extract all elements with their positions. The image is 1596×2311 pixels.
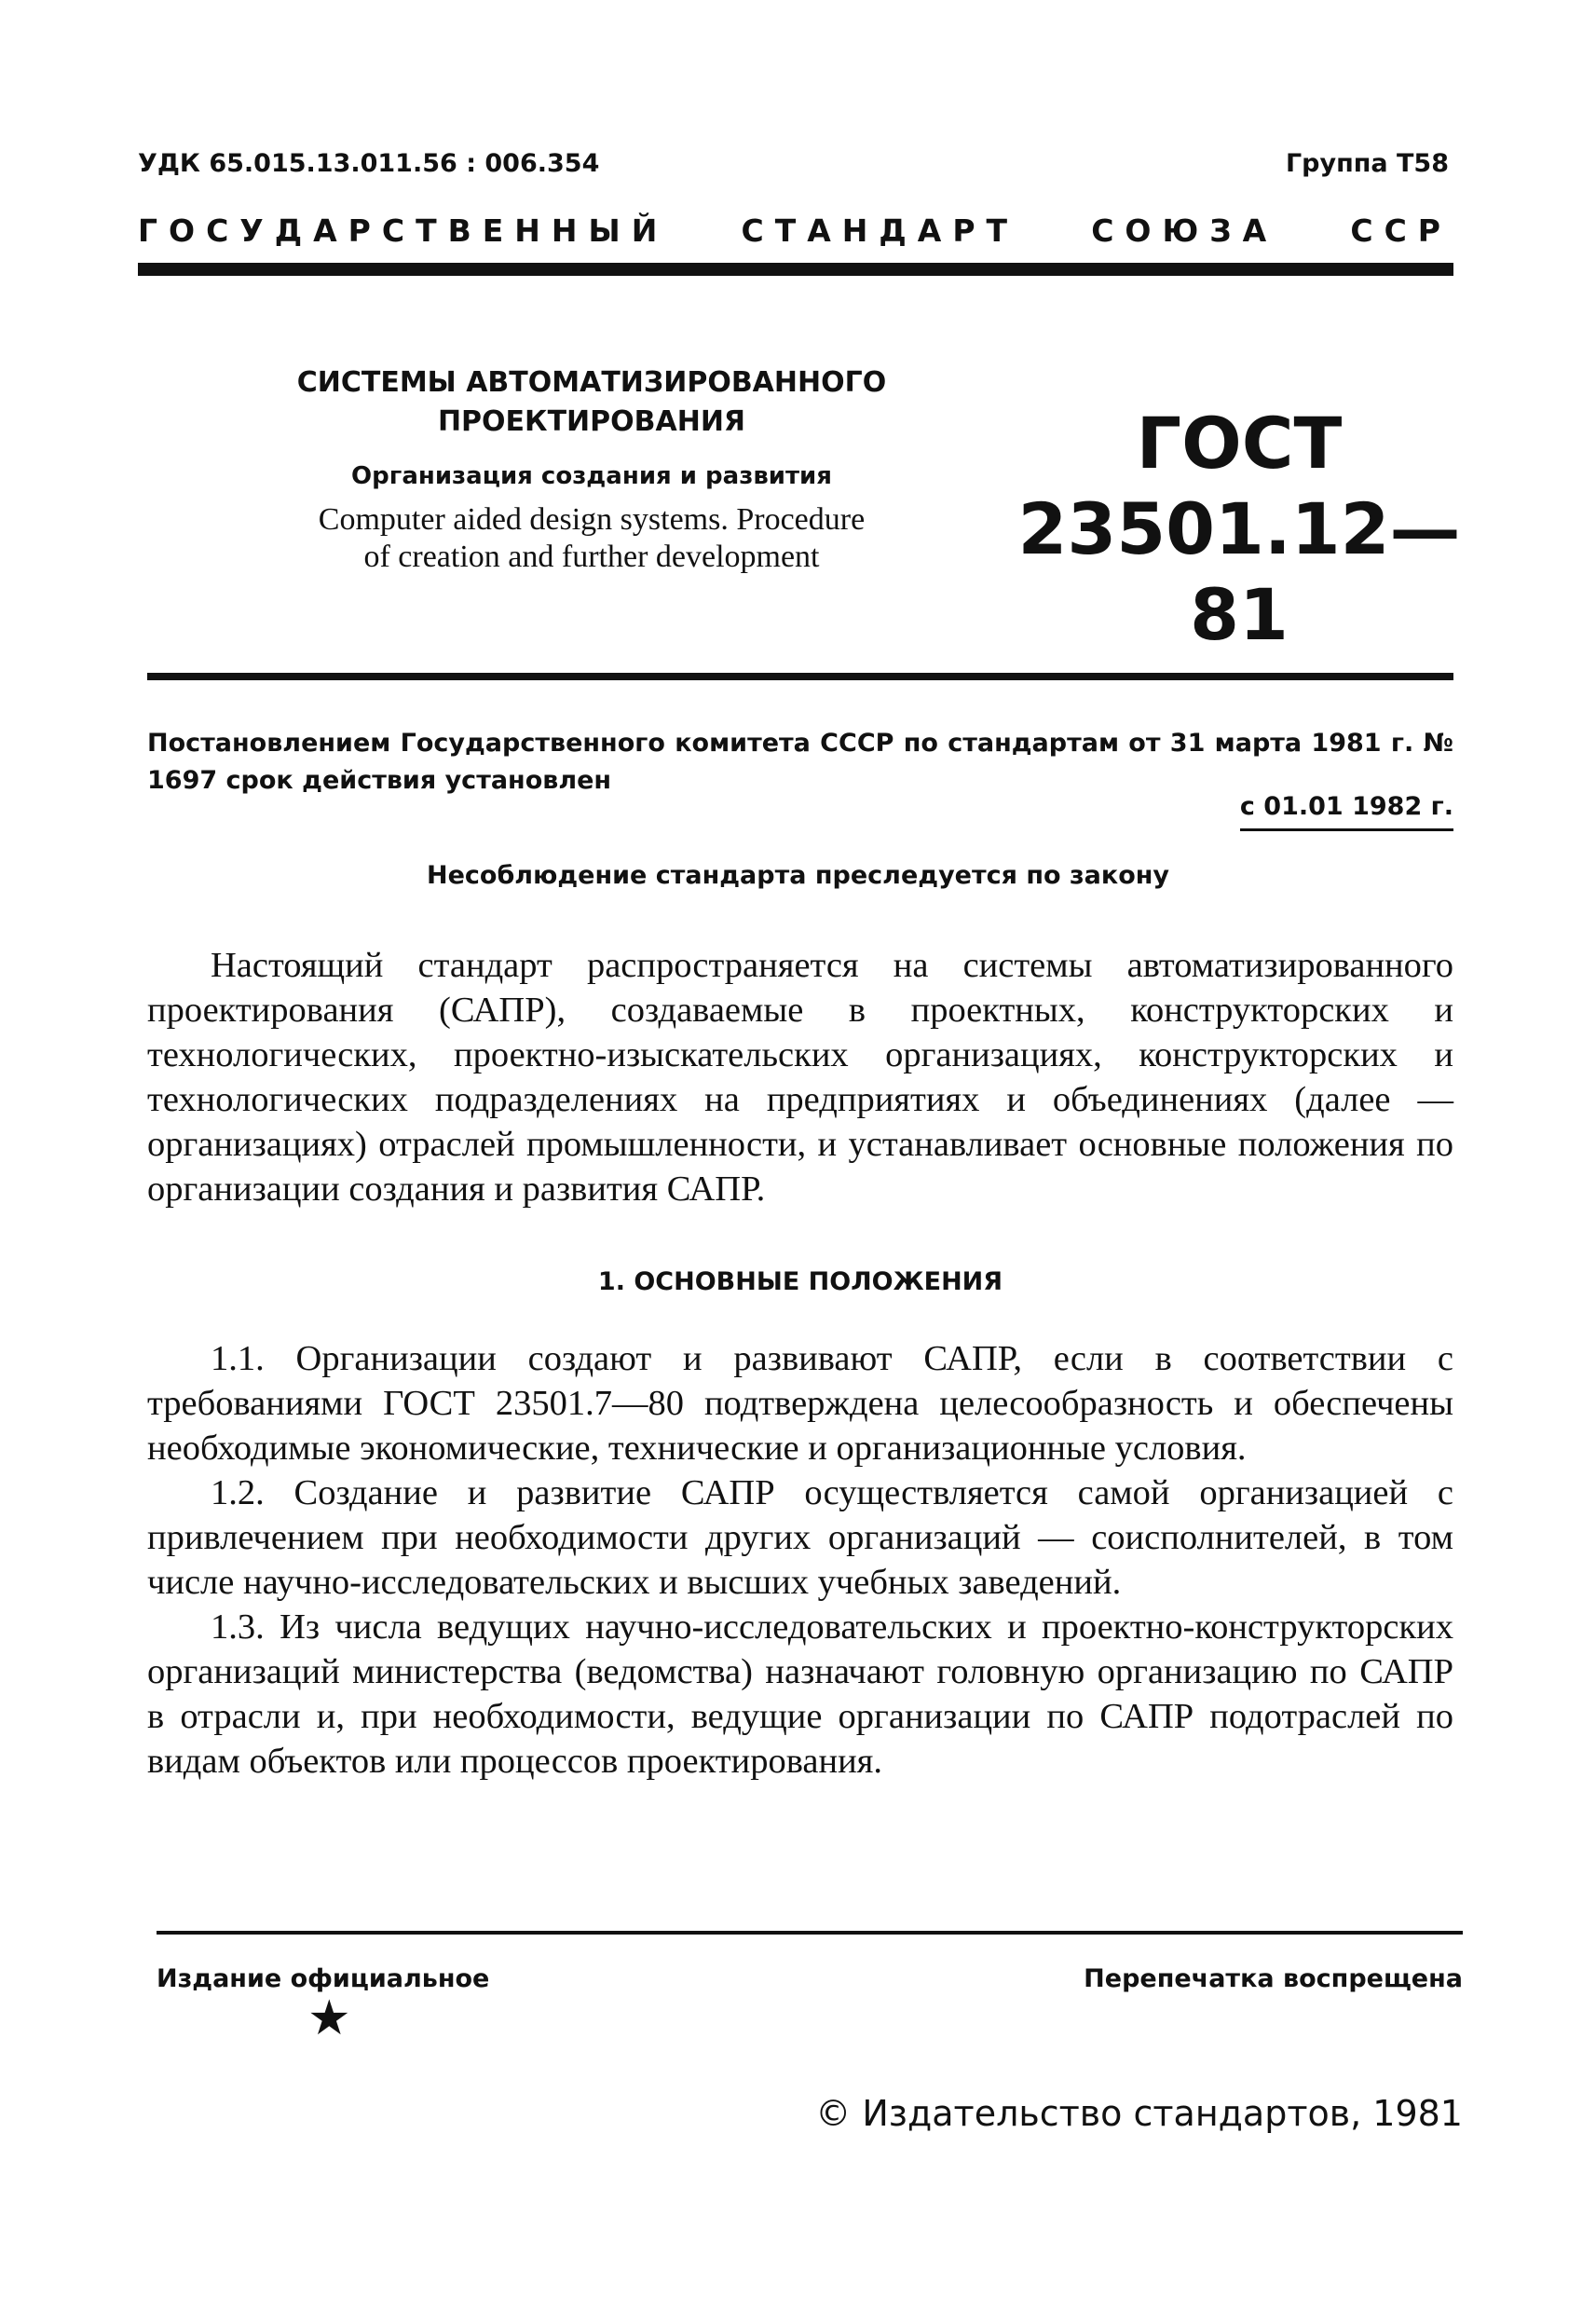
title-line: ПРОЕКТИРОВАНИЯ bbox=[437, 405, 746, 438]
section-heading: 1. ОСНОВНЫЕ ПОЛОЖЕНИЯ bbox=[597, 1267, 1003, 1296]
english-title-line: of creation and further development bbox=[363, 540, 820, 574]
banner-word: ССР bbox=[1350, 212, 1452, 249]
decree-text: Постановлением Государственного комитета СССР по стандартам от 31 марта 1981 г. № 1697 срок действия установлен bbox=[147, 729, 1453, 795]
gost-label: ГОСТ bbox=[1136, 402, 1343, 485]
document-subtitle: Организация создания и развития bbox=[351, 462, 832, 490]
header-rule bbox=[138, 263, 1453, 276]
gost-number: 23501.12—81 bbox=[1017, 487, 1461, 656]
copyright-notice: © Издательство стандартов, 1981 bbox=[815, 2093, 1463, 2134]
gost-designation bbox=[1016, 401, 1463, 658]
banner-word: ГОСУДАРСТВЕННЫЙ bbox=[138, 212, 669, 249]
clause-paragraph: 1.2. Создание и развитие САПР осуществляется самой организацией с привлечением при необходимости других организаций — соисполнителей, в том числе научно-исследовательских и высших учебных заведений. bbox=[147, 1473, 1453, 1602]
title-rule bbox=[147, 673, 1453, 680]
banner-word: СТАНДАРТ bbox=[741, 212, 1019, 249]
clause-paragraph: 1.3. Из числа ведущих научно-исследовательских и проектно-конструкторских организаций министерства (ведомства) назначают головную организацию по САПР в отрасли и, при необходимости, ведущие организации по САПР подотраслей по видам объектов или процессов проектирования. bbox=[147, 1607, 1453, 1781]
title-block bbox=[224, 363, 960, 576]
english-title-line: Computer aided design systems. Procedure bbox=[318, 502, 866, 537]
state-standard-banner bbox=[138, 212, 1452, 249]
document-body bbox=[147, 943, 1453, 1784]
group-code: Группа Т58 bbox=[1285, 149, 1449, 178]
english-title bbox=[224, 501, 960, 576]
effective-date: с 01.01 1982 г. bbox=[1240, 792, 1453, 831]
intro-paragraph: Настоящий стандарт распространяется на системы автоматизированного проектирования (САПР), создаваемые в проектных, конструкторских и технологических, проектно-изыскательских организациях, конструкторских и технологических подразделениях на предприятиях и объединениях (далее — организациях) отраслей промышленности, и устанавливает основные положения по организации создания и развития САПР. bbox=[147, 946, 1453, 1209]
title-line: СИСТЕМЫ АВТОМАТИЗИРОВАННОГО bbox=[296, 366, 887, 399]
banner-word: СОЮЗА bbox=[1091, 212, 1278, 249]
udk-code: УДК 65.015.13.011.56 : 006.354 bbox=[138, 149, 600, 178]
official-edition-label: Издание официальное bbox=[157, 1964, 490, 1993]
footer-rule bbox=[157, 1931, 1463, 1935]
star-icon: ★ bbox=[307, 1990, 351, 2046]
clause-paragraph: 1.1. Организации создают и развивают САПР, если в соответствии с требованиями ГОСТ 23501.7—80 подтверждена целесообразность и обеспечены необходимые экономические, технические и организационные условия. bbox=[147, 1339, 1453, 1468]
enforcement-notice: Несоблюдение стандарта преследуется по закону bbox=[426, 861, 1170, 890]
reprint-prohibited-label: Перепечатка воспрещена bbox=[1084, 1964, 1463, 1993]
document-title bbox=[224, 363, 960, 442]
